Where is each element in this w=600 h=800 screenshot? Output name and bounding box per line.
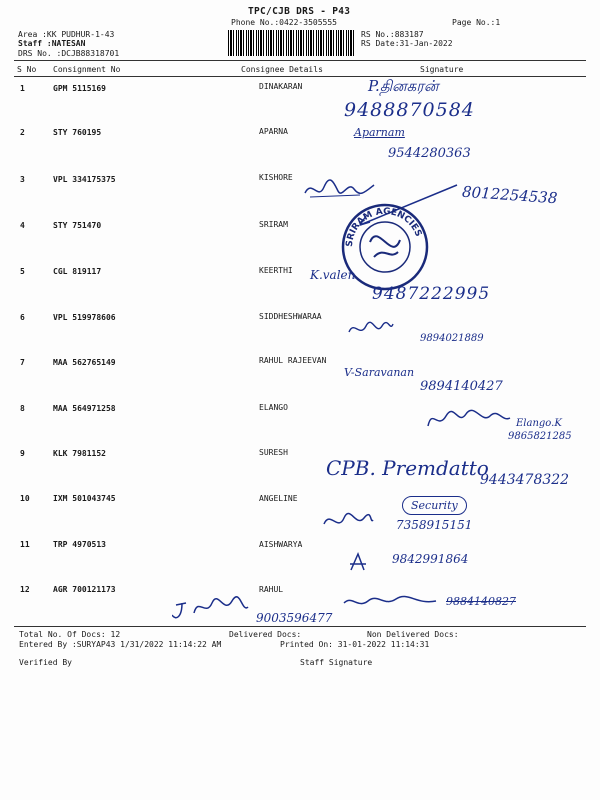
col-consignee: Consignee Details [241,65,323,74]
row-4-sno: 4 [20,221,25,230]
row-10-security-note: Security [402,496,467,515]
entered-by: Entered By :SURYAP43 1/31/2022 11:14:22 AM [19,640,222,649]
row-12-name: RAHUL [259,585,284,594]
row-5-phone: 9487222995 [372,284,491,304]
rs-date: RS Date:31-Jan-2022 [361,39,453,48]
row-6-name: SIDDHESHWARAA [259,312,322,321]
row-2-phone: 9544280363 [388,146,471,161]
header-bottom-rule [14,76,586,77]
row-6-consignment: VPL 519978606 [53,313,116,322]
row-3-sno: 3 [20,175,25,184]
row-8-consignment: MAA 564971258 [53,404,116,413]
row-9-phone: 9443478322 [480,472,570,488]
row-8-signature: Elango.K [516,418,562,429]
row-9-consignment: KLK 7981152 [53,449,106,458]
row-11-consignment: TRP 4970513 [53,540,106,549]
row-3-consignment: VPL 334175375 [53,175,116,184]
staff-signature-label: Staff Signature [300,658,373,667]
row-2-signature: Aparnam [354,126,405,139]
header-top-rule [14,60,586,61]
row-1-sno: 1 [20,84,25,93]
row-1-consignment: GPM 5115169 [53,84,106,93]
printed-on: Printed On: 31-01-2022 11:14:31 [280,640,430,649]
col-consignment: Consignment No [53,65,121,74]
row-12-signature-scribble-left [172,593,252,625]
row-10-sno: 10 [20,494,30,503]
row-8-sno: 8 [20,404,25,413]
row-7-consignment: MAA 562765149 [53,358,116,367]
rs-number: RS No.:883187 [361,30,424,39]
area-label: Area :KK PUDHUR-1-43 [18,30,115,39]
drs-number: DRS No. :DCJB88318701 [18,49,120,58]
row-4-name: SRIRAM [259,220,288,229]
row-9-name: SURESH [259,448,288,457]
row-9-sno: 9 [20,449,25,458]
non-delivered-docs: Non Delivered Docs: [367,630,459,639]
svg-text:SRIRAM AGENCIES: SRIRAM AGENCIES [344,206,424,248]
row-11-phone: 9842991864 [392,552,469,566]
document-title: TPC/CJB DRS - P43 [248,6,351,17]
row-1-signature: P.தினகரன் [368,77,439,95]
row-10-phone: 7358915151 [396,518,473,532]
row-8-signature-scribble [424,404,514,434]
total-docs: Total No. Of Docs: 12 [19,630,121,639]
phone-number: Phone No.:0422-3505555 [231,18,337,27]
row-6-signature-scribble [346,318,396,340]
row-6-sno: 6 [20,313,25,322]
row-10-signature-scribble [320,508,376,534]
row-5-name: KEERTHI [259,266,293,275]
row-1-phone: 9488870584 [344,99,475,121]
row-3-phone: 8012254538 [461,182,558,208]
row-10-name: ANGELINE [259,494,298,503]
verified-by: Verified By [19,658,72,667]
row-7-signature: V-Saravanan [344,366,415,379]
col-signature: Signature [420,65,464,74]
row-11-name: AISHWARYA [259,540,303,549]
row-8-name: ELANGO [259,403,288,412]
row-10-consignment: IXM 501043745 [53,494,116,503]
row-12-sno: 12 [20,585,30,594]
row-6-phone: 9894021889 [420,333,484,344]
row-4-consignment: STY 751470 [53,221,102,230]
footer-top-rule [14,626,586,627]
row-7-sno: 7 [20,358,25,367]
delivered-docs: Delivered Docs: [229,630,302,639]
row-12-signature-scribble-right [340,593,440,613]
row-2-consignment: STY 760195 [53,128,102,137]
page-number: Page No.:1 [452,18,501,27]
row-2-sno: 2 [20,128,25,137]
row-12-right-number: 9884140827 [446,595,516,608]
staff-label: Staff :NATESAN [18,39,86,48]
row-12-consignment: AGR 700121173 [53,585,116,594]
row-9-signature: CPB. Premdatto [326,456,489,480]
row-3-name: KISHORE [259,173,293,182]
row-7-name: RAHUL RAJEEVAN [259,356,327,365]
row-7-phone: 9894140427 [420,379,503,394]
row-11-signature-scribble [346,550,370,574]
row-11-sno: 11 [20,540,30,549]
row-5-consignment: CGL 819117 [53,267,102,276]
row-8-phone: 9865821285 [508,431,572,442]
row-5-signature: K.valen [310,268,356,282]
barcode [228,30,354,56]
row-5-sno: 5 [20,267,25,276]
row-1-name: DINAKARAN [259,82,303,91]
row-12-phone: 9003596477 [256,611,333,625]
row-2-name: APARNA [259,127,288,136]
col-sno: S No [17,65,37,74]
